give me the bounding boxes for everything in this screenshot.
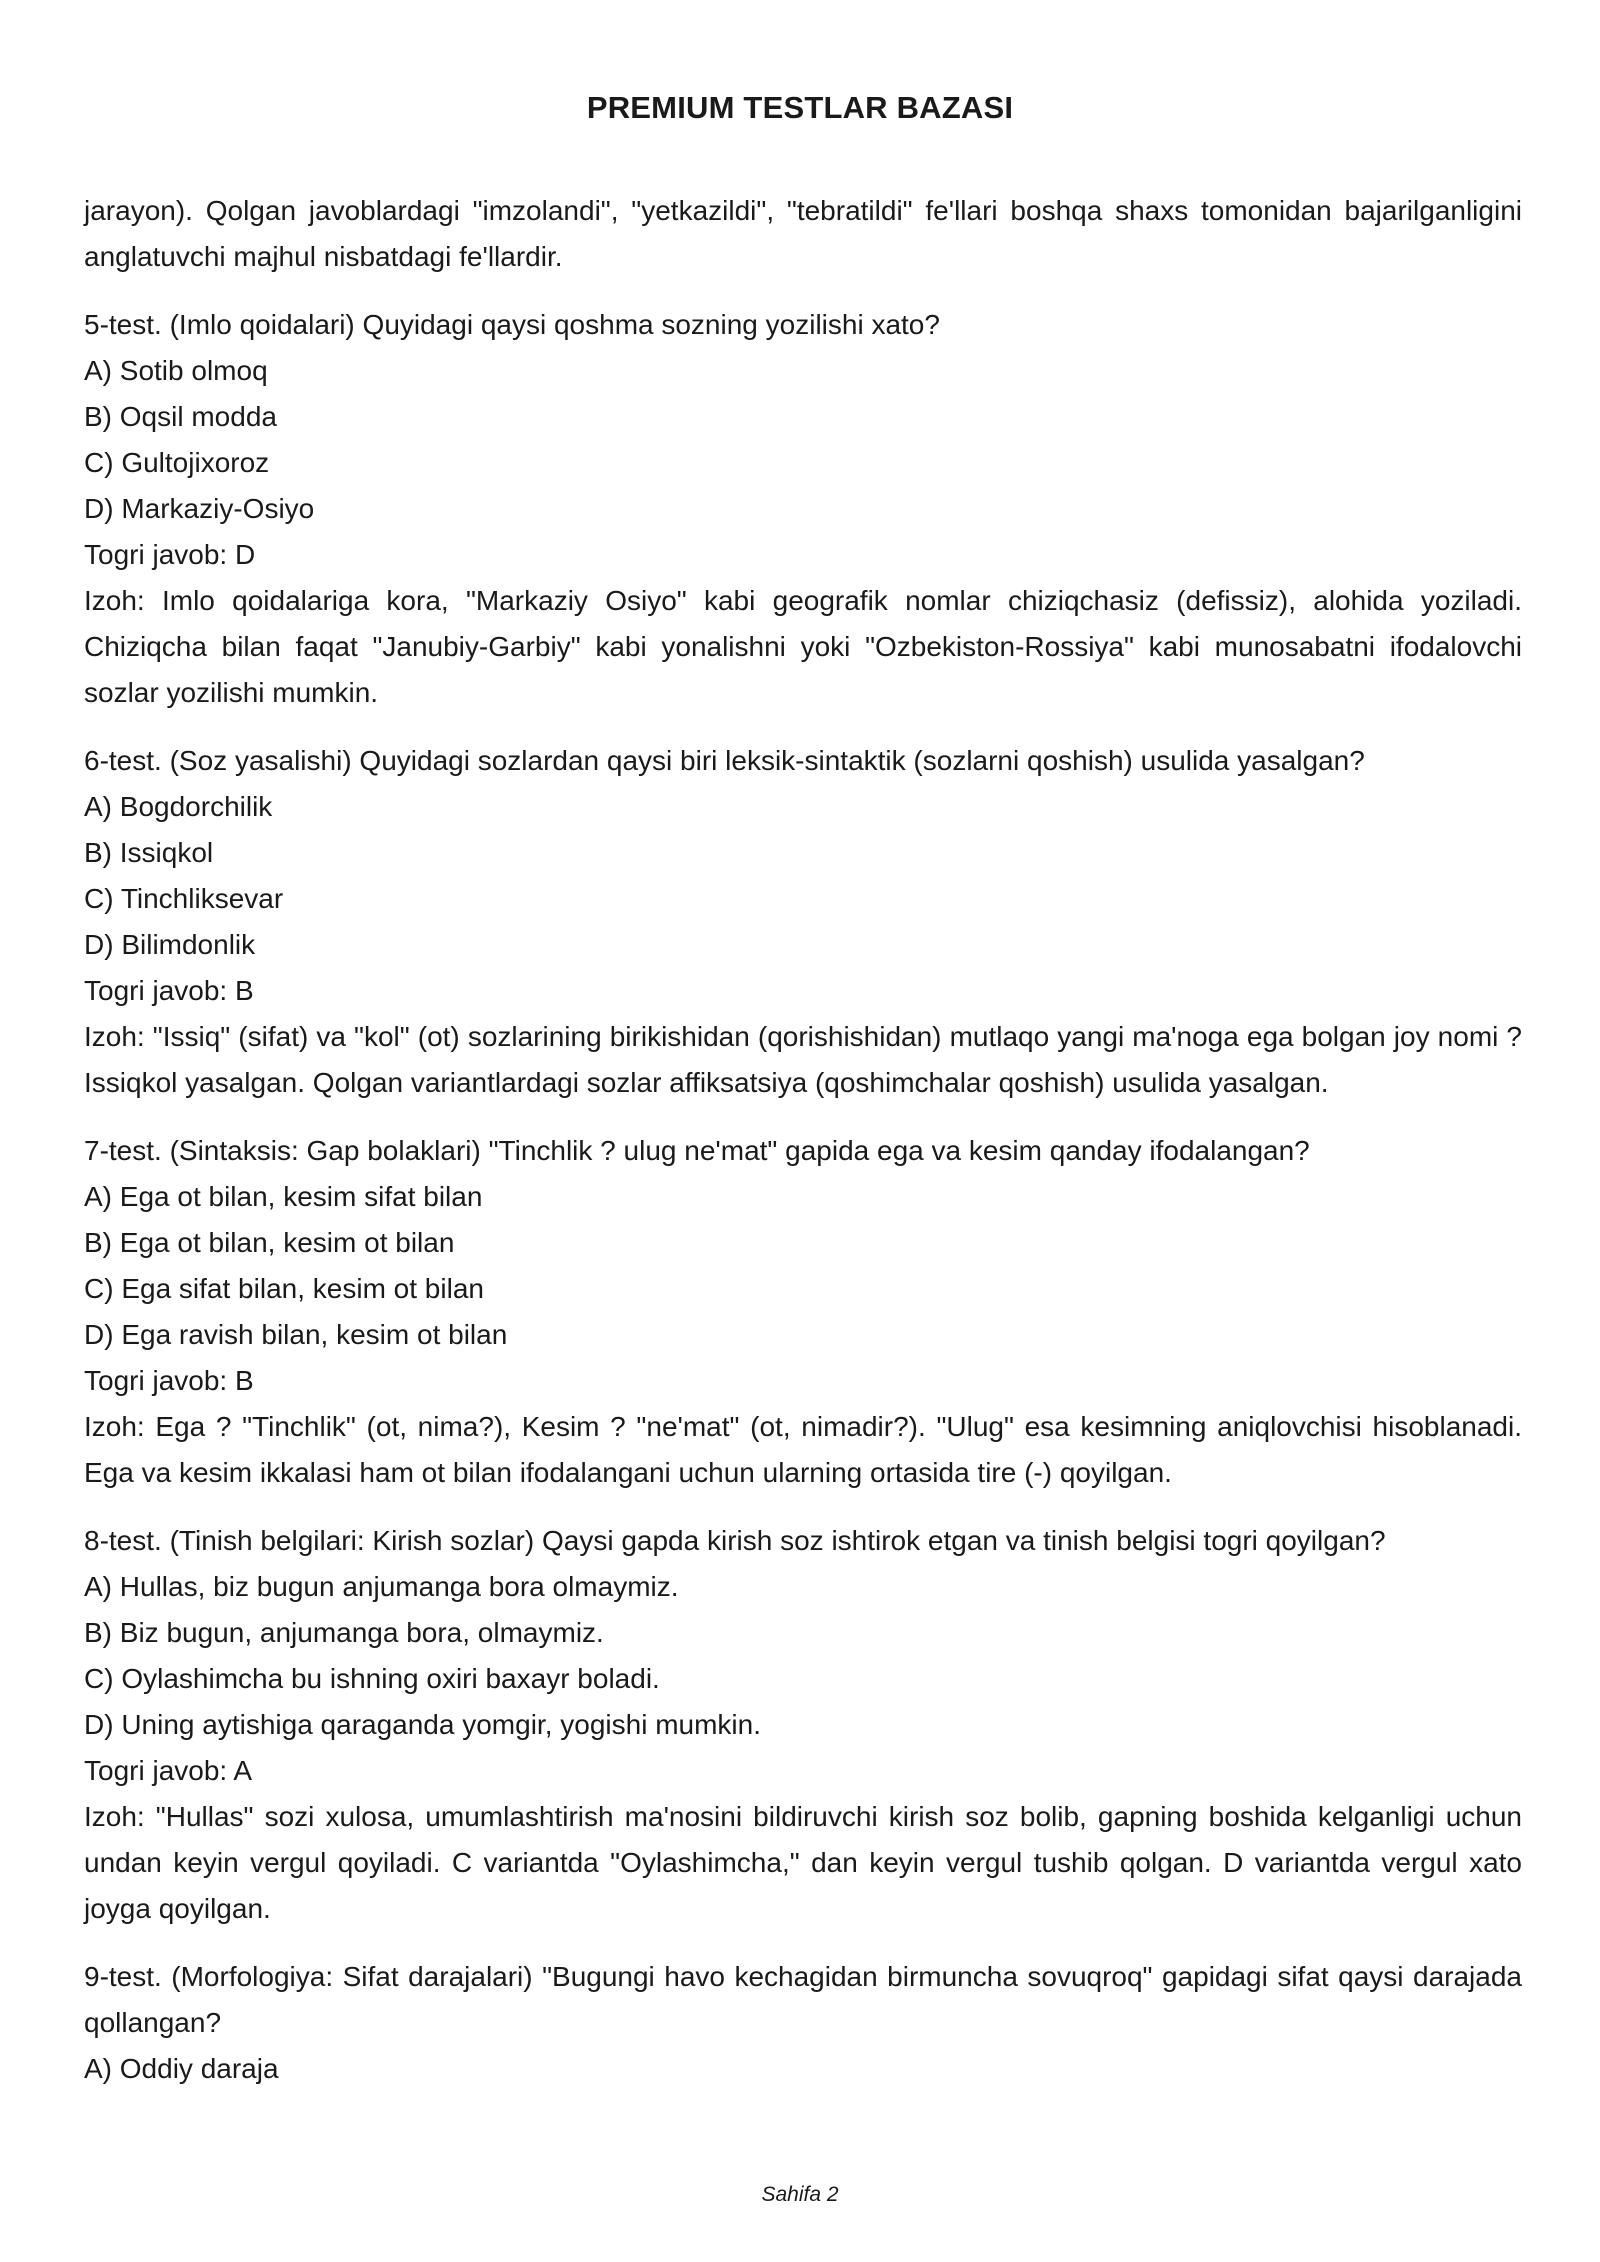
- option-b: B) Ega ot bilan, kesim ot bilan: [84, 1227, 455, 1258]
- correct-answer: Togri javob: A: [84, 1755, 253, 1786]
- option-d: D) Markaziy-Osiyo: [84, 493, 315, 524]
- question-text: 8-test. (Tinish belgilari: Kirish sozlar) Qaysi gapda kirish soz ishtirok etgan va tinish belgisi togri qoyilgan?: [84, 1525, 1386, 1556]
- option-c: C) Tinchliksevar: [84, 883, 284, 914]
- option-d: D) Bilimdonlik: [84, 929, 256, 960]
- document-body: [84, 188, 1522, 2114]
- explanation-text: Izoh: Imlo qoidalariga kora, "Markaziy Osiyo" kabi geografik nomlar chiziqchasiz (defissiz), alohida yoziladi. Chiziqcha bilan faqat "Janubiy-Garbiy" kabi yonalishni yoki "Ozbekiston-Rossiya" kabi munosabatni ifodalovchi sozlar yozilishi mumkin.: [84, 585, 1522, 708]
- option-d: D) Ega ravish bilan, kesim ot bilan: [84, 1319, 508, 1350]
- explanation-text: Izoh: "Hullas" sozi xulosa, umumlashtirish ma'nosini bildiruvchi kirish soz bolib, gapning boshida kelganligi uchun undan keyin vergul qoyiladi. C variantda "Oylashimcha," dan keyin vergul tushib qolgan. D variantda vergul xato joyga qoyilgan.: [84, 1801, 1522, 1924]
- option-a: A) Ega ot bilan, kesim sifat bilan: [84, 1181, 483, 1212]
- correct-answer: Togri javob: B: [84, 975, 254, 1006]
- question-text: 9-test. (Morfologiya: Sifat darajalari) "Bugungi havo kechagidan birmuncha sovuqroq" gapidagi sifat qaysi darajada qollangan?: [84, 1961, 1522, 2038]
- correct-answer: Togri javob: B: [84, 1365, 254, 1396]
- question-text: 7-test. (Sintaksis: Gap bolaklari) "Tinchlik ? ulug ne'mat" gapida ega va kesim qanday ifodalangan?: [84, 1135, 1310, 1166]
- question-text: 6-test. (Soz yasalishi) Quyidagi sozlardan qaysi biri leksik-sintaktik (sozlarni qoshish) usulida yasalgan?: [84, 745, 1365, 776]
- question-text: 5-test. (Imlo qoidalari) Quyidagi qaysi qoshma sozning yozilishi xato?: [84, 309, 940, 340]
- option-b: B) Biz bugun, anjumanga bora, olmaymiz.: [84, 1617, 604, 1648]
- option-b: B) Oqsil modda: [84, 401, 277, 432]
- test-item-7: [84, 1128, 1522, 1496]
- option-c: C) Gultojixoroz: [84, 447, 270, 478]
- option-a: A) Hullas, biz bugun anjumanga bora olmaymiz.: [84, 1571, 679, 1602]
- correct-answer: Togri javob: D: [84, 539, 256, 570]
- option-c: C) Oylashimcha bu ishning oxiri baxayr boladi.: [84, 1663, 660, 1694]
- option-a: A) Oddiy daraja: [84, 2053, 279, 2084]
- explanation-text: Izoh: Ega ? "Tinchlik" (ot, nima?), Kesim ? "ne'mat" (ot, nimadir?). "Ulug" esa kesimning aniqlovchisi hisoblanadi. Ega va kesim ikkalasi ham ot bilan ifodalangani uchun ularning ortasida tire (-) qoyilgan.: [84, 1411, 1522, 1488]
- intro-paragraph: jarayon). Qolgan javoblardagi "imzolandi", "yetkazildi", "tebratildi" fe'llari boshqa shaxs tomonidan bajarilganligini anglatuvchi majhul nisbatdagi fe'llardir.: [84, 195, 1522, 272]
- option-d: D) Uning aytishiga qaraganda yomgir, yogishi mumkin.: [84, 1709, 761, 1740]
- page-title: PREMIUM TESTLAR BAZASI: [586, 90, 1014, 125]
- page-number: Sahifa 2: [761, 2183, 839, 2206]
- test-item-5: [84, 302, 1522, 716]
- option-c: C) Ega sifat bilan, kesim ot bilan: [84, 1273, 484, 1304]
- option-b: B) Issiqkol: [84, 837, 214, 868]
- option-a: A) Bogdorchilik: [84, 791, 273, 822]
- test-item-9: [84, 1954, 1522, 2092]
- explanation-text: Izoh: "Issiq" (sifat) va "kol" (ot) sozlarining birikishidan (qorishishidan) mutlaqo yangi ma'noga ega bolgan joy nomi ? Issiqkol yasalgan. Qolgan variantlardagi sozlar affiksatsiya (qoshimchalar qoshish) usulida yasalgan.: [84, 1021, 1522, 1098]
- option-a: A) Sotib olmoq: [84, 355, 268, 386]
- test-item-8: [84, 1518, 1522, 1932]
- test-item-6: [84, 738, 1522, 1106]
